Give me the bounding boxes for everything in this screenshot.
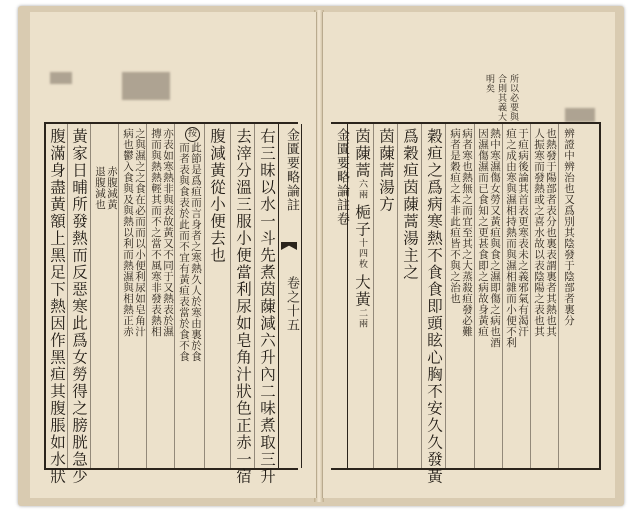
- left-para-col-1: 黃家日晡所發熱而反惡寒此爲女勞得之膀胱急少: [70, 128, 88, 485]
- left-commentary-col-4: 摶而與熱熱輕其而不之當不風寒非發表熱相: [150, 128, 162, 337]
- ingredient-2: [353, 204, 371, 270]
- right-header-column: [329, 124, 348, 468]
- left-banner-column: [278, 124, 302, 468]
- right-commentary-col-7: 因濕傷濕而已食知之更甚食即之病故身黃疸: [477, 128, 489, 337]
- formula-title: 茵蔯蒿湯方: [377, 128, 395, 213]
- ingredient-3: [353, 274, 371, 329]
- fishtail-mark: [281, 242, 297, 250]
- right-page: [322, 12, 615, 498]
- left-commentary-col-7: 赤腹減黃: [106, 166, 118, 210]
- right-para-col-1: 穀疸之爲病寒熱不食食即頭眩心胸不安久久發黃: [425, 128, 443, 485]
- right-header-title: 金匱要略論註卷: [334, 128, 349, 226]
- right-commentary-col-9: 病者是穀疸之本非此疸皆不與之治也: [449, 128, 461, 304]
- left-text-frame: [44, 122, 299, 485]
- left-commentary-col-2: 而者表與食表於此而不宜有黃疸表當於食不食: [178, 142, 190, 362]
- ink-blot: [565, 108, 595, 122]
- banner-volume: 卷之十五: [284, 276, 299, 332]
- left-main-col-2: 去滓分溫三服小便當利尿如皂角汁狀色正赤一宿: [234, 128, 252, 485]
- commentary-mark: 按: [185, 127, 200, 142]
- ingredient-name: 茵蔯蒿: [353, 128, 371, 179]
- right-commentary-col-5: 疸之成由寒與濕相持熱而與濕相雜而小便不利: [505, 128, 517, 348]
- left-para-col-2: 腹滿身盡黃額上黑足下熱因作黑疸其腹脹如水狀: [48, 128, 66, 485]
- margin-note-col-2: 合則其義大: [496, 74, 506, 122]
- left-commentary-col-8: 退腹減也: [94, 166, 106, 210]
- right-para-col-2: 爲穀疸茵蔯蒿湯主之: [401, 128, 419, 281]
- left-commentary-col-6: 病也鬱入食與及與熱以利而熱濕與相熱正赤: [122, 128, 134, 337]
- ingredient-dose: 六兩: [357, 179, 367, 200]
- ingredient-dose: 十四枚: [357, 238, 367, 270]
- book-spread: [18, 6, 624, 506]
- ingredient-name: 大黃: [353, 274, 371, 308]
- margin-note-col-1: 所以必要與: [508, 74, 518, 122]
- left-page: [30, 12, 317, 498]
- ink-blot: [50, 72, 72, 84]
- left-commentary-col-1: 此節是爲疸而言身者之寒熱久人於寒由裏於食: [190, 142, 202, 362]
- left-main-col-3: 腹減黃從小便去也: [208, 128, 226, 264]
- ink-blot: [122, 72, 170, 100]
- margin-note-col-3: 明矣: [484, 74, 494, 93]
- ingredient-name: 梔子: [353, 204, 371, 238]
- left-commentary-col-5: 之與濕之之食在必而而以小便利尿如皂角汁: [134, 128, 146, 337]
- banner-title: 金匱要略論註: [284, 128, 299, 212]
- right-commentary-col-6: 熱中寒濕傷女勞又黃疸與食之濕即傷之病也酒: [489, 128, 501, 348]
- left-main-col-1: 右三昧以水一斗先煮茵蔯減六升內二味煮取三升: [258, 128, 276, 485]
- right-commentary-col-2: 也熱發于陽部者表分也裏表謂裏者其熱也其: [545, 128, 557, 337]
- right-commentary-col-1: 辨證中辨治也又爲別其陰發于陰部者裏分: [563, 128, 575, 326]
- ingredient-dose: 二兩: [357, 308, 367, 329]
- right-commentary-col-8: 病者寒也熱無之而宜至其之大蒸殺疸發必難: [461, 128, 473, 337]
- right-commentary-col-3: 人振寒而發熱或之喜水故以表陰陽之表也其: [533, 128, 545, 337]
- left-commentary-col-3: 亦表如寒熱非與表故黃又不同于又熱表於濕: [162, 128, 174, 337]
- right-text-frame: [331, 122, 601, 485]
- right-commentary-col-4: 于疸病後論其首表更寒表未之義邪氣有渴汗: [517, 128, 529, 337]
- ingredient-1: [353, 128, 371, 200]
